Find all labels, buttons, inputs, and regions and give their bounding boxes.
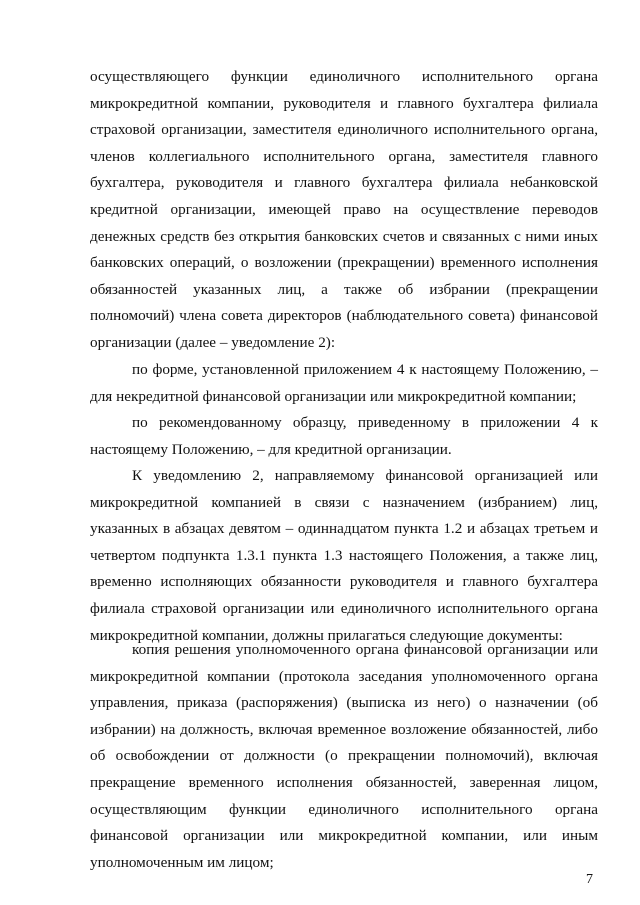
paragraph-decision-copy: копия решения уполномоченного органа финансовой организации или микрокредитной компании (протокола заседания уполномоченного органа управления, приказа (распоряжения) (выписка из него) о назначении (об избрании) на должность, включая временное возложение обязанностей, либо об освобождении от должности (о прекращении полномочий), включая прекращение временного исполнения обязанностей, заверенная лицом, осуществляющим функции единоличного исполнительного органа финансовой организации или микрокредитной компании, или иным уполномоченным им лицом;: [90, 641, 598, 871]
page-number: 7: [586, 872, 593, 887]
paragraph-form-credit-org: по рекомендованному образцу, приведенному в приложении 4 к настоящему Положению, – для кредитной организации.: [90, 414, 598, 458]
paragraph-attachments-intro: К уведомлению 2, направляемому финансовой организацией или микрокредитной компанией в связи с назначением (избранием) лиц, указанных в абзацах девятом – одиннадцатом пункта 1.2 и абзацах третьем и четвертом подпункта 1.3.1 пункта 1.3 настоящего Положения, а также лиц, временно исполняющих обязанности руководителя и главного бухгалтера филиала страховой организации или единоличного исполнительного органа микрокредитной компании, должны прилагаться следующие документы:: [90, 467, 598, 644]
paragraph-notification-recipients: осуществляющего функции единоличного исполнительного органа микрокредитной компании, руководителя и главного бухгалтера филиала страховой организации, заместителя единоличного исполнительного органа, членов коллегиального исполнительного органа, заместителя главного бухгалтера, руководителя и главного бухгалтера филиала небанковской кредитной организации, имеющей право на осуществление переводов денежных средств без открытия банковских счетов и связанных с ними иных банковских операций, о возложении (прекращении) временного исполнения обязанностей указанных лиц, а также об избрании (прекращении полномочий) члена совета директоров (наблюдательного совета) финансовой организации (далее – уведомление 2):: [90, 68, 598, 351]
paragraph-form-nonbank: по форме, установленной приложением 4 к настоящему Положению, – для некредитной финансовой организации или микрокредитной компании;: [90, 361, 598, 405]
